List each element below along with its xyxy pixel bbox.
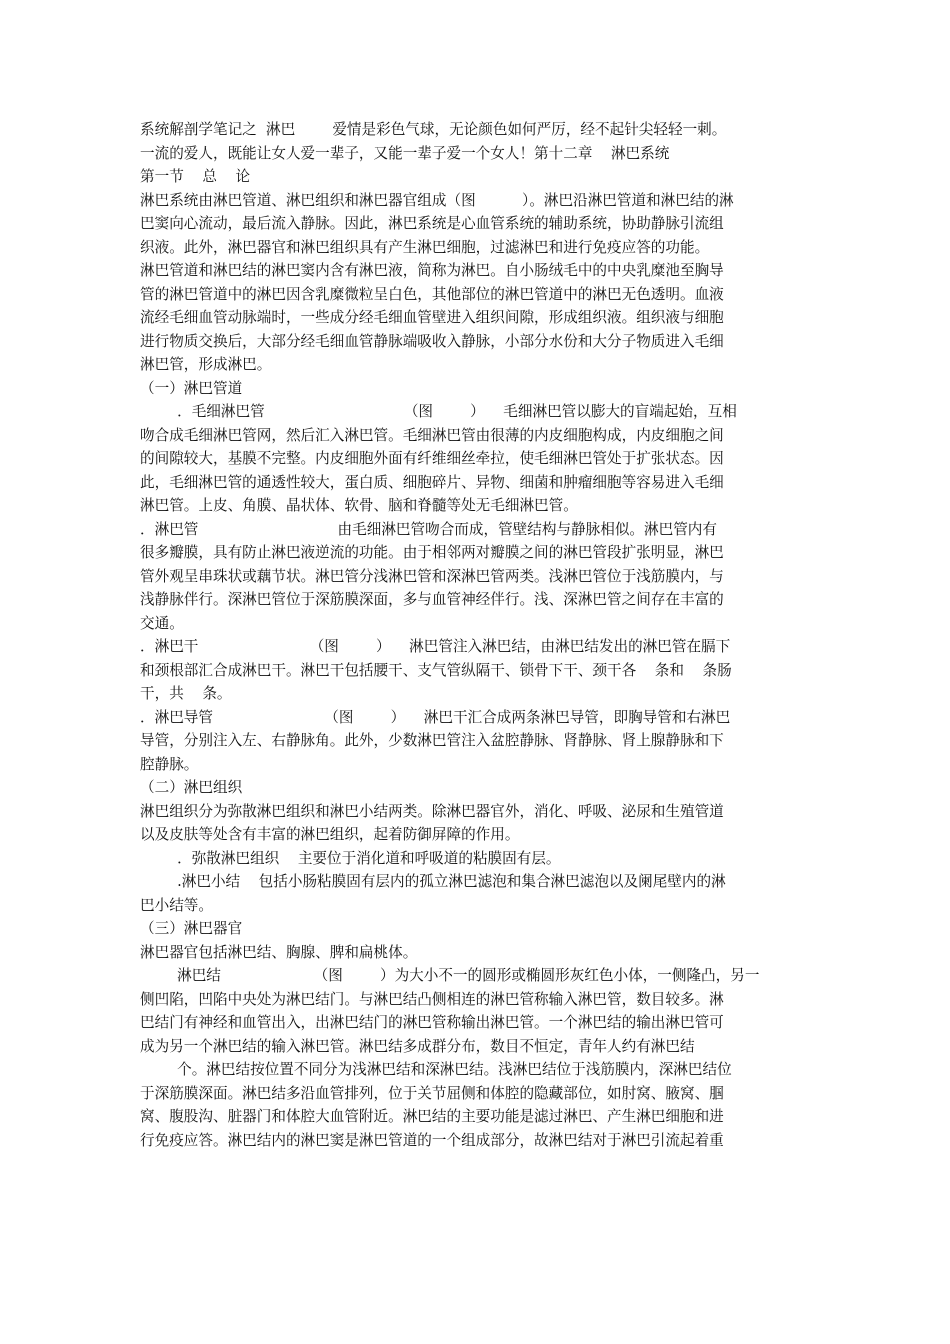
document-body [140,118,812,1176]
text-line: 成为另一个淋巴结的输入淋巴管。淋巴结多成群分布，数目不恒定，青年人约有淋巴结 [140,1037,695,1055]
text-line: 吻合成毛细淋巴管网，然后汇入淋巴管。毛细淋巴管由很薄的内皮细胞构成，内皮细胞之间 [140,426,724,444]
text-line: .淋巴小结 包括小肠粘膜固有层内的孤立淋巴滤泡和集合淋巴滤泡以及阑尾壁内的淋 [140,873,726,890]
text-line [140,1152,812,1176]
text-line: 巴窦向心流动，最后流入静脉。因此，淋巴系统是心血管系统的辅助系统，协助静脉引流组 [140,215,724,232]
text-line: 淋巴组织分为弥散淋巴组织和淋巴小结两类。除淋巴器官外，消化、呼吸、泌尿和生殖管道 [140,802,724,820]
text-line: 此，毛细淋巴管的通透性较大，蛋白质、细胞碎片、异物、细菌和肿瘤细胞等容易进入毛细 [140,473,724,491]
text-line: 淋巴结 （图 ）为大小不一的圆形或椭圆形灰红色小体，一侧隆凸，另一 [140,967,760,984]
text-line: ．淋巴干 （图 ） 淋巴管注入淋巴结，由淋巴结发出的淋巴管在膈下 [140,638,731,655]
text-line: 交通。 [140,614,184,632]
text-line: 淋巴管。上皮、角膜、晶状体、软骨、脑和脊髓等处无毛细淋巴管。 [140,497,578,514]
text-line: 和颈根部汇合成淋巴干。淋巴干包括腰干、支气管纵隔干、锁骨下干、颈干各 条和 条肠 [140,661,732,679]
text-line: 流经毛细血管动脉端时，一些成分经毛细血管壁进入组织间隙，形成组织液。组织液与细胞 [140,309,724,326]
text-line: 腔静脉。 [140,755,199,773]
text-line: 的间隙较大，基膜不完整。内皮细胞外面有纤维细丝牵拉，使毛细淋巴管处于扩张状态。因 [140,450,724,467]
text-line: 淋巴器官包括淋巴结、胸腺、脾和扁桃体。 [140,943,418,961]
text-line: 行免疫应答。淋巴结内的淋巴窦是淋巴管道的一个组成部分，故淋巴结对于淋巴引流起着重 [140,1131,724,1149]
text-line: 窝、腹股沟、脏器门和体腔大血管附近。淋巴结的主要功能是滤过淋巴、产生淋巴细胞和进 [140,1108,724,1125]
subsection-heading: （二）淋巴组织 [140,779,243,796]
text-line: 导管，分别注入左、右静脉角。此外，少数淋巴管注入盆腔静脉、肾静脉、肾上腺静脉和下 [140,732,724,749]
text-line: 个。淋巴结按位置不同分为浅淋巴结和深淋巴结。浅淋巴结位于浅筋膜内，深淋巴结位 [140,1061,732,1078]
text-line: 织液。此外，淋巴器官和淋巴组织具有产生淋巴细胞，过滤淋巴和进行免疫应答的功能。 [140,238,710,256]
text-line: 很多瓣膜，具有防止淋巴液逆流的功能。由于相邻两对瓣膜之间的淋巴管段扩张明显，淋巴 [140,544,724,561]
text-line: 于深筋膜深面。淋巴结多沿血管排列，位于关节屈侧和体腔的隐藏部位，如肘窝、腋窝、腘 [140,1084,724,1102]
text-line: 巴结门有神经和血管出入，出淋巴结门的淋巴管称输出淋巴管。一个淋巴结的输出淋巴管可 [140,1014,724,1031]
text-line: 一流的爱人，既能让女人爱一辈子，又能一辈子爱一个女人！第十二章 淋巴系统 [140,144,670,162]
text-line: ．淋巴管 由毛细淋巴管吻合而成，管壁结构与静脉相似。淋巴管内有 [140,520,717,538]
text-line: 浅静脉伴行。深淋巴管位于深筋膜深面，多与血管神经伴行。浅、深淋巴管之间存在丰富的 [140,591,724,608]
text-line: 淋巴管道和淋巴结的淋巴窦内含有淋巴液，简称为淋巴。自小肠绒毛中的中央乳糜池至胸导 [140,262,724,279]
text-line: 进行物质交换后，大部分经毛细血管静脉端吸收入静脉，小部分水份和大分子物质进入毛细 [140,332,724,350]
subsection-heading: （三）淋巴器官 [140,920,243,937]
text-line: 以及皮肤等处含有丰富的淋巴组织，起着防御屏障的作用。 [140,826,520,843]
text-line: 系统解剖学笔记之 淋巴 爱情是彩色气球，无论颜色如何严厉，经不起针尖轻轻一刺。 [140,121,727,138]
text-line: ．弥散淋巴组织 主要位于消化道和呼吸道的粘膜固有层。 [140,849,561,867]
section-heading: 第一节 总 论 [140,168,251,185]
text-line: 管的淋巴管道中的淋巴因含乳糜微粒呈白色，其他部位的淋巴管道中的淋巴无色透明。血液 [140,285,724,303]
text-line: 淋巴系统由淋巴管道、淋巴组织和淋巴器官组成（图 ）。淋巴沿淋巴管道和淋巴结的淋 [140,191,734,209]
text-line: 巴小结等。 [140,896,213,914]
text-line: ．淋巴导管 （图 ） 淋巴干汇合成两条淋巴导管，即胸导管和右淋巴 [140,708,731,726]
text-line: 淋巴管，形成淋巴。 [140,356,272,373]
text-line: 管外观呈串珠状或藕节状。淋巴管分浅淋巴管和深淋巴管两类。浅淋巴管位于浅筋膜内，与 [140,567,724,585]
subsection-heading: （一）淋巴管道 [140,379,243,397]
text-line: 侧凹陷，凹陷中央处为淋巴结门。与淋巴结凸侧相连的淋巴管称输入淋巴管，数目较多。淋 [140,990,724,1008]
text-line: 干，共 条。 [140,685,232,702]
text-line: ．毛细淋巴管 （图 ） 毛细淋巴管以膨大的盲端起始，互相 [140,403,737,420]
